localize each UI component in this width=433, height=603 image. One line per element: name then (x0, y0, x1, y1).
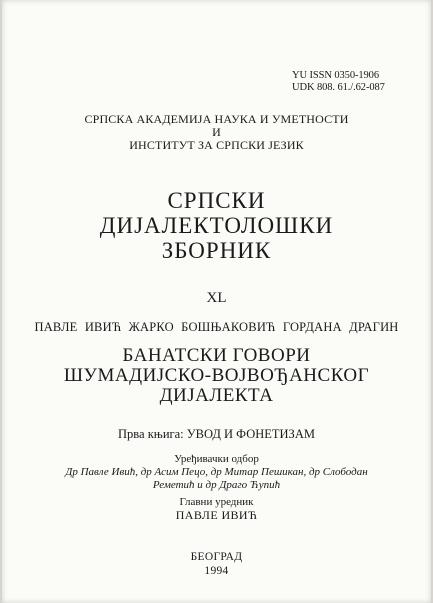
publisher-institutions (2, 113, 431, 152)
imprint-city: БЕОГРАД (190, 551, 243, 563)
series-title-line-3: ЗБОРНИК (161, 238, 272, 263)
book-title-line-3: ДИЈАЛЕКТА (159, 385, 274, 406)
series-title-line-1: СРПСКИ (167, 188, 266, 213)
institution-academy: СРПСКА АКАДЕМИЈА НАУКА И УМЕТНОСТИ (84, 112, 349, 126)
editorial-board (2, 453, 431, 492)
author-3: ГОРДАНА ДРАГИН (282, 320, 399, 334)
volume-number: XL (206, 290, 227, 306)
imprint (2, 550, 431, 578)
chief-editor (2, 496, 431, 522)
book-title-line-2: ШУМАДИЈСКО-ВОЈВОЂАНСКОГ (63, 365, 370, 386)
authors-line (2, 320, 431, 334)
author-1: ПАВЛЕ ИВИЋ (34, 320, 122, 334)
book-part-title: УВОД И ФОНЕТИЗАМ (186, 427, 315, 441)
author-2: ЖАРКО БОШЊАКОВИЋ (128, 320, 276, 334)
institution-institute: ИНСТИТУТ ЗА СРПСКИ ЈЕЗИК (129, 138, 304, 152)
editorial-board-names-2: Реметић и др Драго Ћупић (152, 479, 281, 491)
book-cover-page (2, 0, 431, 603)
imprint-year: 1994 (204, 565, 229, 577)
chief-editor-label: Главни уредник (179, 496, 254, 508)
editorial-board-label: Уређивачки одбор (174, 453, 259, 465)
book-title (2, 346, 431, 406)
editorial-board-names-1: Др Павле Ивић, др Асим Пецо, др Митар Пешикан, др Слободан (65, 466, 368, 478)
issn-udk-block (292, 70, 385, 94)
udk-number: UDK 808. 61./.62-087 (292, 82, 385, 93)
book-part (2, 427, 431, 441)
series-title-line-2: ДИЈАЛЕКТОЛОШКИ (99, 213, 334, 238)
chief-editor-name: ПАВЛЕ ИВИЋ (175, 508, 258, 522)
institution-conjunction: И (212, 125, 221, 139)
book-part-label: Прва књига: (118, 427, 184, 441)
series-title (2, 188, 431, 263)
book-title-line-1: БАНАТСКИ ГОВОРИ (122, 345, 311, 366)
issn-number: YU ISSN 0350-1906 (292, 70, 379, 81)
